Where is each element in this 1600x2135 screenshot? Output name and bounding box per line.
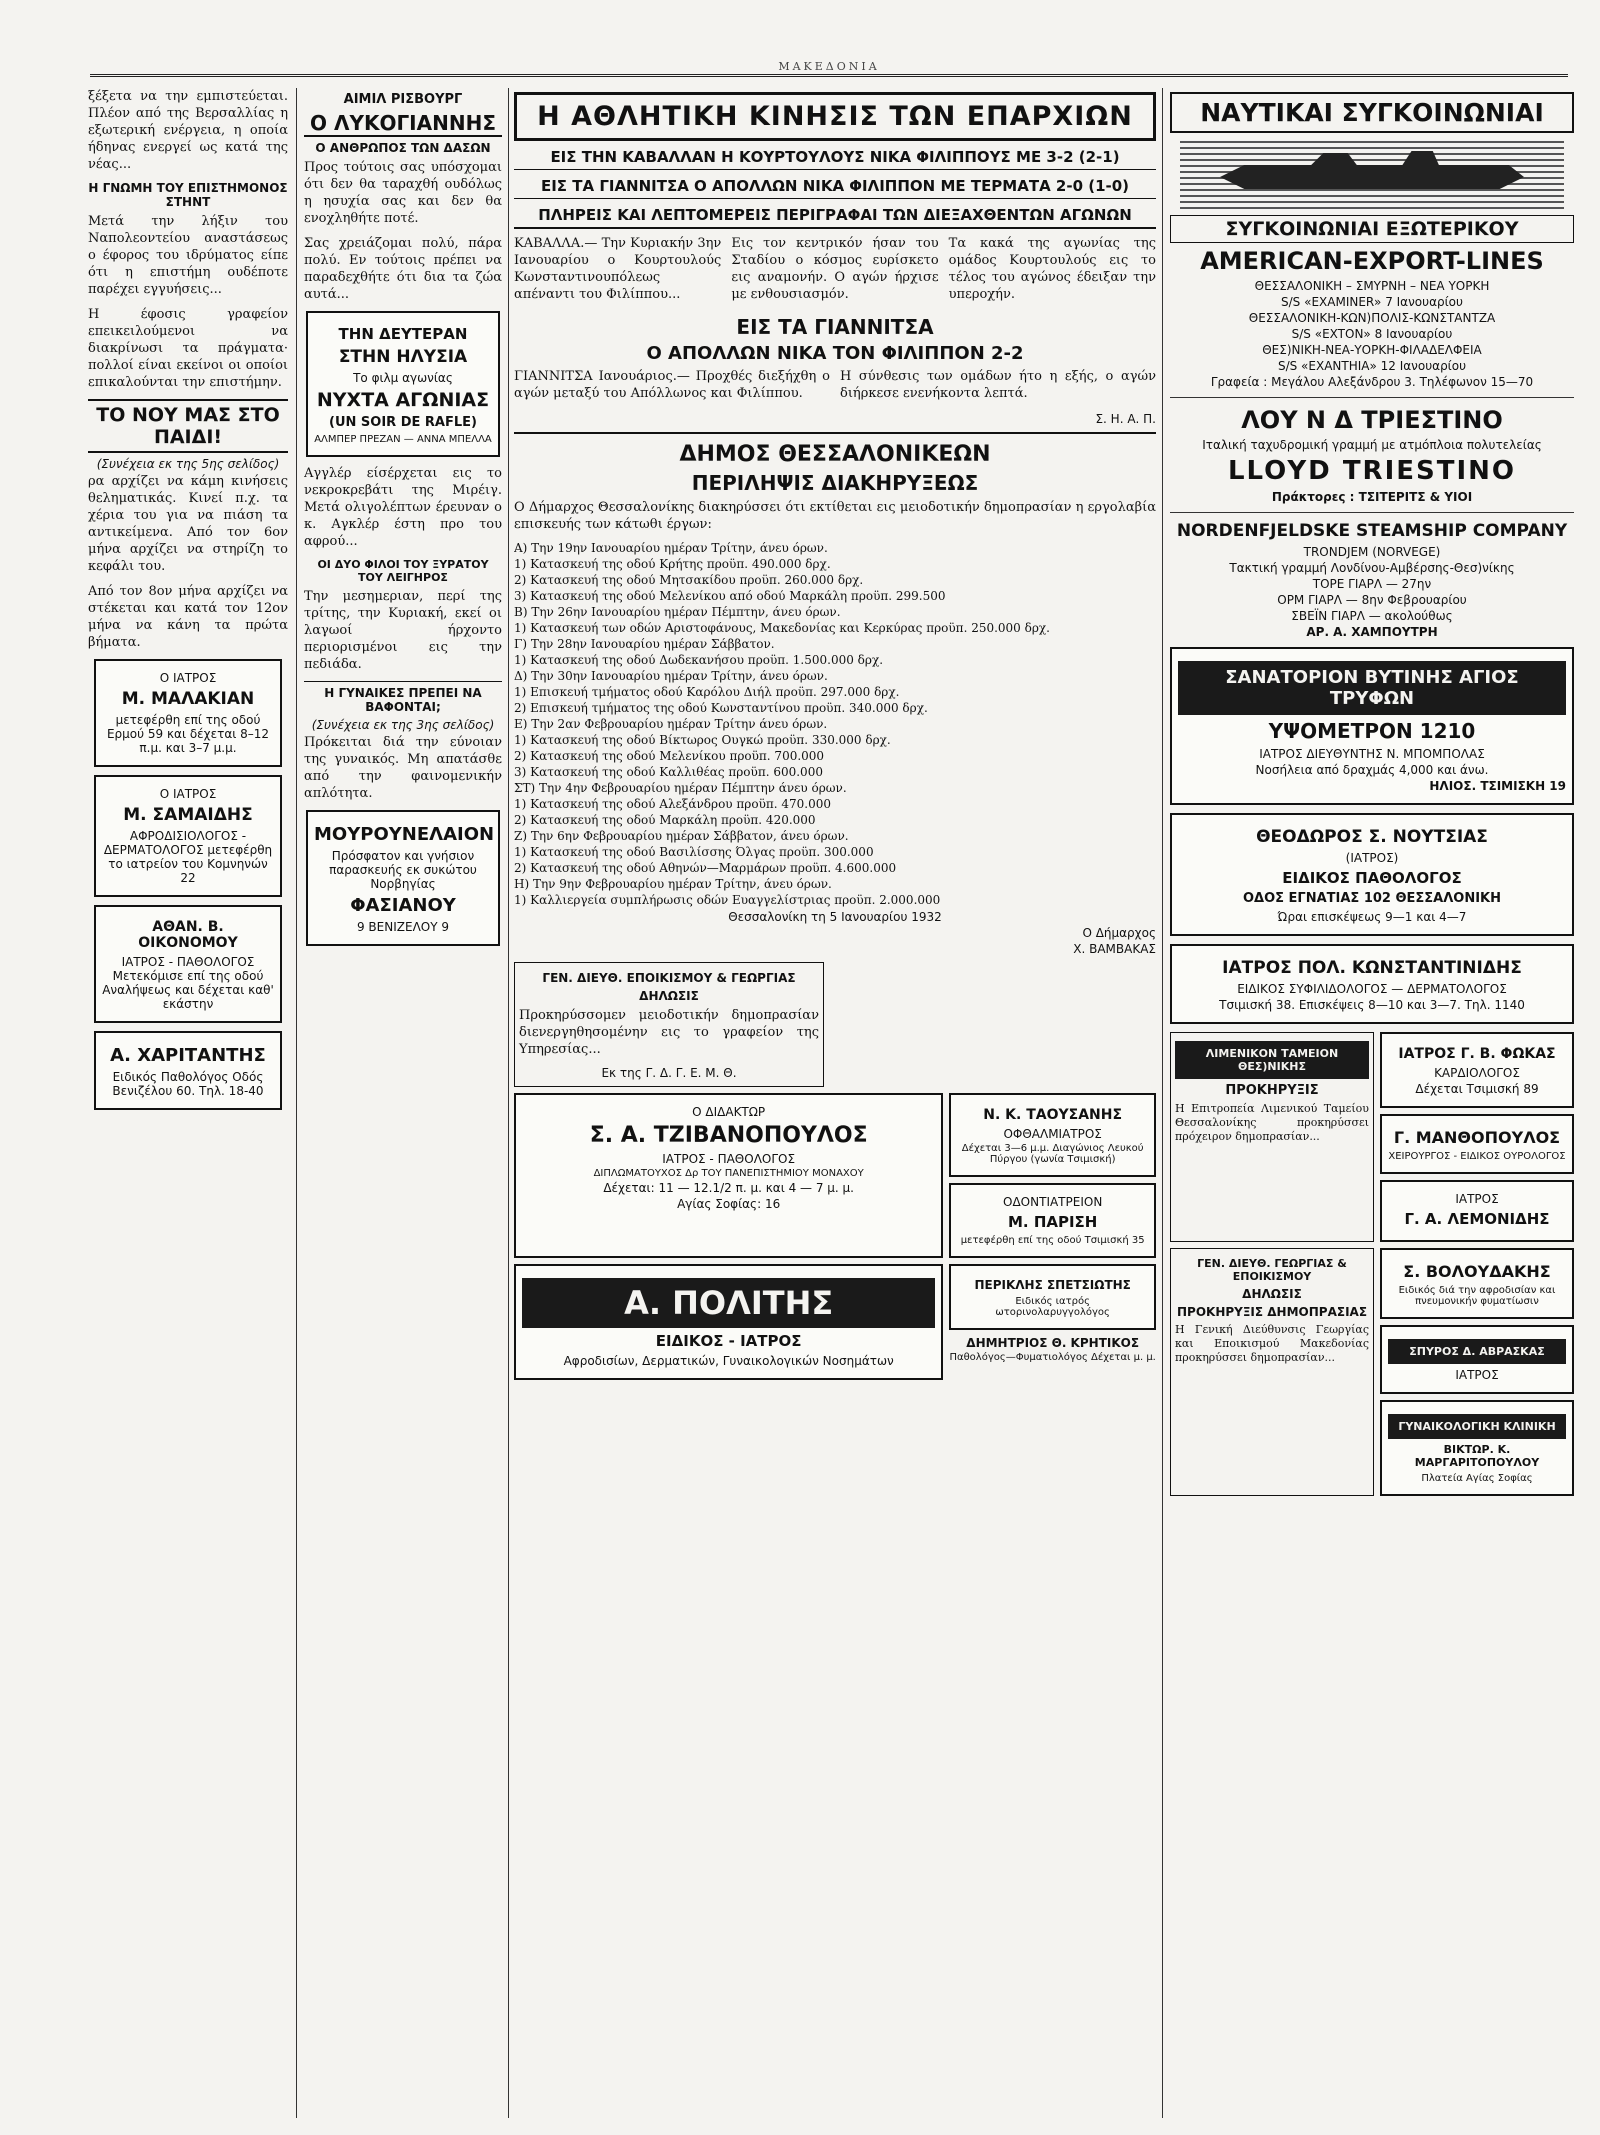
tender-item: 1) Κατασκευή της οδού Δωδεκανήσου προϋπ. 1.500.000 δρχ.: [514, 653, 884, 667]
article-text: Πρόκειται διά την εύνοιαν της γυναικός. Μη απατάσθε από την φαινομενικήν απλότητα.: [304, 735, 502, 801]
tender-item: Η) Την 9ην Φεβρουαρίου ημέραν Τρίτην, άνευ όρων.: [514, 877, 832, 891]
declaration-notice: ΓΕΝ. ΔΙΕΥΘ. ΕΠΟΙΚΙΣΜΟΥ & ΓΕΩΡΓΙΑΣ ΔΗΛΩΣΙΣ Προκηρύσσομεν μειοδοτικήν δημοπρασίαν διενεργηθησομένην εις το γραφείον της Υπηρεσίας... Εκ της Γ. Δ. Γ. Ε. Μ. Θ.: [514, 962, 824, 1087]
ads-row: Α. ΠΟΛΙΤΗΣ ΕΙΔΙΚΟΣ - ΙΑΤΡΟΣ Αφροδισίων, Δερματικών, Γυναικολογικών Νοσημάτων ΠΕΡΙΚΛΗΣ ΣΠΕΤΣΙΩΤΗΣ Ειδικός ιατρός ωτορινολαρυγγολόγος ΔΗΜΗΤΡΙΟΣ Θ. ΚΡΗΤΙΚΟΣ Παθολόγος—Φυματιολόγος Δέχεται μ. μ.: [514, 1264, 1156, 1380]
doctor-ad: Ν. Κ. ΤΑΟΥΣΑΝΗΣ ΟΦΘΑΛΜΙΑΤΡΟΣ Δέχεται 3—6 μ.μ. Διαγώνιος Λευκού Πύργου (γωνία Τσιμισκή): [949, 1093, 1156, 1177]
shipping-banner: ΝΑΥΤΙΚΑΙ ΣΥΓΚΟΙΝΩΝΙΑΙ: [1170, 92, 1574, 133]
steamship-illustration: [1180, 139, 1564, 209]
continuation-note: (Συνέχεια εκ της 3ης σελίδος): [311, 718, 495, 732]
column-rule: [296, 88, 297, 2118]
tender-item: 1) Καλλιεργεία συμπλήρωσις οδών Ευαγγελίστριας προϋπ. 2.000.000: [514, 893, 941, 907]
tender-item: 1) Κατασκευή της οδού Βίκτωρος Ουγκώ προϋπ. 330.000 δρχ.: [514, 733, 891, 747]
tender-item: Α) Την 19ην Ιανουαρίου ημέραν Τρίτην, άνευ όρων.: [514, 541, 828, 555]
article-headline: ΕΙΣ ΤΑ ΓΙΑΝΝΙΤΣΑ Ο ΑΠΟΛΛΩΝ ΝΙΚΑ ΦΙΛΙΠΠΟΝ ΜΕ ΤΕΡΜΑΤΑ 2-0 (1-0): [514, 174, 1156, 199]
serial-author: ΑΙΜΙΛ ΡΙΣΒΟΥΡΓ: [343, 92, 463, 107]
tender-item: Β) Την 26ην Ιανουαρίου ημέραν Πέμπτην, άνευ όρων.: [514, 605, 841, 619]
doctor-ad: ΘΕΟΔΩΡΟΣ Σ. ΝΟΥΤΣΙΑΣ (ΙΑΤΡΟΣ) ΕΙΔΙΚΟΣ ΠΑΘΟΛΟΓΟΣ ΟΔΟΣ ΕΓΝΑΤΙΑΣ 102 ΘΕΣΣΑΛΟΝΙΚΗ Ώραι επισκέψεως 9—1 και 4—7: [1170, 813, 1574, 936]
tender-item: 2) Κατασκευή της οδού Αθηνών—Μαρμάρων προϋπ. 4.600.000: [514, 861, 897, 875]
article-text: Αγγλέρ είσέρχεται εις το νεκροκρεβάτι της Μιρέιγ. Μετά ολιγολέπτων έρευναν ο κ. Αγκλέρ έστη προ του αφρού...: [304, 466, 502, 549]
ads-row: [514, 1093, 1156, 1258]
tender-item: 2) Κατασκευή της οδού Μαρκάλη προϋπ. 420.000: [514, 813, 816, 827]
article-headline: ΤΟ ΝΟΥ ΜΑΣ ΣΤΟ ΠΑΙΔΙ!: [88, 399, 288, 453]
shipping-company: NORDENFJELDSKE STEAMSHIP COMPANY: [1176, 521, 1568, 541]
article-headline: Η ΓΥΝΑΙΚΕΣ ΠΡΕΠΕΙ ΝΑ ΒΑΦΟΝΤΑΙ;: [304, 681, 502, 714]
article-headline: ΠΛΗΡΕΙΣ ΚΑΙ ΛΕΠΤΟΜΕΡΕΙΣ ΠΕΡΙΓΡΑΦΑΙ ΤΩΝ ΔΙΕΞΑΧΘΕΝΤΩΝ ΑΓΩΝΩΝ: [514, 203, 1156, 229]
port-fund-notice: ΛΙΜΕΝΙΚΟΝ ΤΑΜΕΙΟΝ ΘΕΣ)ΝΙΚΗΣ ΠΡΟΚΗΡΥΞΙΣ Η Επιτροπεία Λιμενικού Ταμείου Θεσσαλονίκης προκηρύσσει πρόχειρον δημοπρασίαν...: [1170, 1032, 1374, 1242]
tender-item: Γ) Την 28ην Ιανουαρίου ημέραν Σάββατον.: [514, 637, 775, 651]
article-headline: ΕΙΣ ΤΑ ΓΙΑΝΝΙΤΣΑ: [736, 315, 934, 339]
doctor-ad: ΣΠΥΡΟΣ Δ. ΑΒΡΑΣΚΑΣ ΙΑΤΡΟΣ: [1380, 1325, 1574, 1394]
tender-item: Ζ) Την 6ην Φεβρουαρίου ημέραν Σάββατον, άνευ όρων.: [514, 829, 849, 843]
tender-list: [514, 541, 1156, 908]
doctor-ad: ΔΗΜΗΤΡΙΟΣ Θ. ΚΡΗΤΙΚΟΣ: [966, 1336, 1140, 1350]
article-headline: ΕΙΣ ΤΗΝ ΚΑΒΑΛΛΑΝ Η ΚΟΥΡΤΟΥΛΟΥΣ ΝΙΚΑ ΦΙΛΙΠΠΟΥΣ ΜΕ 3-2 (2-1): [514, 145, 1156, 170]
tender-item: 1) Κατασκευή των οδών Αριστοφάνους, Μακεδονίας και Κερκύρας προϋπ. 250.000 δρχ.: [514, 621, 1050, 635]
column-4: ΝΑΥΤΙΚΑΙ ΣΥΓΚΟΙΝΩΝΙΑΙ ΣΥΓΚΟΙΝΩΝΙΑΙ ΕΞΩΤΕΡΙΚΟΥ AMERICAN-EXPORT-LINES ΘΕΣΣΑΛΟΝΙΚΗ – ΣΜΥΡΝΗ – ΝΕΑ ΥΟΡΚΗ S/S «EXAMINER» 7 Ιανουαρίου ΘΕΣΣΑΛΟΝΙΚΗ-ΚΩΝ)ΠΟΛΙΣ-ΚΩΝΣΤΑΝΤΖΑ S/S «EXTON» 8 Ιανουαρίου ΘΕΣ)ΝΙΚΗ-ΝΕΑ-ΥΟΡΚΗ-ΦΙΛΑΔΕΛΦΕΙΑ S/S «EXANTHIA» 12 Ιανουαρίου Γραφεία : Μεγάλου Αλεξάνδρου 3. Τηλέφωνον 15—70 ΛΟΥ Ν Δ ΤΡΙΕΣΤΙΝΟ Ιταλική ταχυδρομική γραμμή με ατμόπλοια πολυτελείας LLOYD TRIESTINO Πράκτορες : ΤΣΙΤΕΡΙΤΣ & ΥΙΟΙ NORDENFJELDSKE STEAMSHIP COMPANY TRONDJEM (NORVEGE) Τακτική γραμμή Λονδίνου-Αμβέρσης-Θεσ)νίκης ΤΟΡΕ ΓΙΑΡΛ — 27ην ΟΡΜ ΓΙΑΡΛ — 8ην Φεβρουαρίου ΣΒΕΪΝ ΓΙΑΡΛ — ακολούθως ΑΡ. Α. ΧΑΜΠΟΥΤΡΗ ΣΑΝΑΤΟΡΙΟΝ ΒΥΤΙΝΗΣ ΑΓΙΟΣ ΤΡΥΦΩΝ ΥΨΟΜΕΤΡΟΝ 1210 ΙΑΤΡΟΣ ΔΙΕΥΘΥΝΤΗΣ Ν. ΜΠΟΜΠΟΛΑΣ Νοσήλεια από δραχμάς 4,000 και άνω. ΗΛΙΟΣ. ΤΣΙΜΙΣΚΗ 19 ΘΕΟΔΩΡΟΣ Σ. ΝΟΥΤΣΙΑΣ (ΙΑΤΡΟΣ) ΕΙΔΙΚΟΣ ΠΑΘΟΛΟΓΟΣ ΟΔΟΣ ΕΓΝΑΤΙΑΣ 102 ΘΕΣΣΑΛΟΝΙΚΗ Ώραι επισκέψεως 9—1 και 4—7 ΙΑΤΡΟΣ ΠΟΛ. ΚΩΝΣΤΑΝΤΙΝΙΔΗΣ ΕΙΔΙΚΟΣ ΣΥΦΙΛΙΔΟΛΟΓΟΣ — ΔΕΡΜΑΤΟΛΟΓΟΣ Τσιμισκή 38. Επισκέψεις 8—10 και 3—7. Τηλ. 1140 ΛΙΜΕΝΙΚΟΝ ΤΑΜΕΙΟΝ ΘΕΣ)ΝΙΚΗΣ ΠΡΟΚΗΡΥΞΙΣ Η Επιτροπεία Λιμενικού Ταμείου Θεσσαλονίκης προκηρύσσει πρόχειρον δημοπρασίαν... ΙΑΤΡΟΣ Γ. Β. ΦΩΚΑΣ ΚΑΡΔΙΟΛΟΓΟΣ Δέχεται Τσιμισκή 89 Γ. ΜΑΝΘΟΠΟΥΛΟΣ ΧΕΙΡΟΥΡΓΟΣ - ΕΙΔΙΚΟΣ ΟΥΡΟΛΟΓΟΣ ΙΑΤΡΟΣ Γ. Α. ΛΕΜΟΝΙΔΗΣ ΓΕΝ. ΔΙΕΥΘ. ΓΕΩΡΓΙΑΣ & ΕΠΟΙΚΙΣΜΟΥ ΔΗΛΩΣΙΣ ΠΡΟΚΗΡΥΞΙΣ ΔΗΜΟΠΡΑΣΙΑΣ Η Γενική Διεύθυνσις Γεωργίας και Εποικισμού Μακεδονίας προκηρύσσει δημοπρασίαν... Σ. ΒΟΛΟΥΔΑΚΗΣ Ειδικός διά την αφροδισίαν και πνευμονικήν φυματίωσιν ΣΠΥΡΟΣ Δ. ΑΒΡΑΣΚΑΣ ΙΑΤΡΟΣ ΓΥΝΑΙΚΟΛΟΓΙΚΗ ΚΛΙΝΙΚΗ ΒΙΚΤΩΡ. Κ. ΜΑΡΓΑΡΙΤΟΠΟΥΛΟΥ Πλατεία Αγίας Σοφίας: [1170, 88, 1574, 2118]
column-3: [514, 88, 1156, 2118]
doctor-ad: ΙΑΤΡΟΣ ΠΟΛ. ΚΩΝΣΤΑΝΤΙΝΙΔΗΣ ΕΙΔΙΚΟΣ ΣΥΦΙΛΙΔΟΛΟΓΟΣ — ΔΕΡΜΑΤΟΛΟΓΟΣ Τσιμισκή 38. Επισκέψεις 8—10 και 3—7. Τηλ. 1140: [1170, 944, 1574, 1024]
tender-item: 2) Επισκευή τμήματος της οδού Κωνσταντίνου προϋπ. 340.000 δρχ.: [514, 701, 928, 715]
masthead: ΜΑΚΕΔΟΝΙΑ: [90, 60, 1568, 77]
doctor-ad: Σ. ΒΟΛΟΥΔΑΚΗΣ Ειδικός διά την αφροδισίαν και πνευμονικήν φυματίωσιν: [1380, 1248, 1574, 1319]
tender-item: 3) Κατασκευή της οδού Καλλιθέας προϋπ. 600.000: [514, 765, 823, 779]
tender-item: Δ) Την 30ην Ιανουαρίου ημέραν Τρίτην, άνευ όρων.: [514, 669, 828, 683]
serial-title: Ο ΛΥΚΟΓΙΑΝΝΗΣ: [304, 111, 502, 137]
article-text: Η έφοσις γραφείον επεικειλούμενοι να διακρίνωσι τα πράγματα· πολλοί είναι εκείνοι οι οποίοι επικαλούνται την επιστήμην.: [88, 307, 288, 390]
doctor-ad: ΙΑΤΡΟΣ Γ. Α. ΛΕΜΟΝΙΔΗΣ: [1380, 1180, 1574, 1242]
doctor-ad: ΑΘΑΝ. Β. ΟΙΚΟΝΟΜΟΥ ΙΑΤΡΟΣ - ΠΑΘΟΛΟΓΟΣ Μετεκόμισε επί της οδού Αναλήψεως και δέχεται καθ' εκάστην: [94, 905, 282, 1023]
section-heading: ΣΥΓΚΟΙΝΩΝΙΑΙ ΕΞΩΤΕΡΙΚΟΥ: [1170, 215, 1574, 243]
tender-item: 3) Κατασκευή της οδού Μελενίκου από οδού Μαρκάλη προϋπ. 299.500: [514, 589, 946, 603]
dentist-ad: ΟΔΟΝΤΙΑΤΡΕΙΟΝ Μ. ΠΑΡΙΣΗ μετεφέρθη επί της οδού Τσιμισκή 35: [949, 1183, 1156, 1258]
column-2: [304, 88, 502, 2118]
cinema-ad: ΤΗΝ ΔΕΥΤΕΡΑΝ ΣΤΗΝ ΗΛΥΣΙΑ Το φιλμ αγωνίας ΝΥΧΤΑ ΑΓΩΝΙΑΣ (UN SOIR DE RAFLE) ΑΛΜΠΕΡ ΠΡΕΖΑΝ — ΑΝΝΑ ΜΠΕΛΛΑ: [306, 311, 500, 457]
tender-item: 1) Κατασκευή της οδού Αλεξάνδρου προϋπ. 470.000: [514, 797, 832, 811]
article-text: Μετά την λήξιν του Ναπολεοντείου αναστάσεως ο έφορος του ιδρύματος είπε ότι η επιστήμη ουδέποτε παρέχει εγγυήσεις...: [88, 214, 288, 297]
article-text: Σας χρειάζομαι πολύ, πάρα πολύ. Εν τούτοις πρέπει να παραδεχθήτε ότι δια τα ζώα αυτά...: [304, 236, 502, 302]
doctor-ad: Α. ΧΑΡΙΤΑΝΤΗΣ Ειδικός Παθολόγος Οδός Βενιζέλου 60. Τηλ. 18-40: [94, 1031, 282, 1110]
sanatorium-ad: ΣΑΝΑΤΟΡΙΟΝ ΒΥΤΙΝΗΣ ΑΓΙΟΣ ΤΡΥΦΩΝ ΥΨΟΜΕΤΡΟΝ 1210 ΙΑΤΡΟΣ ΔΙΕΥΘΥΝΤΗΣ Ν. ΜΠΟΜΠΟΛΑΣ Νοσήλεια από δραχμάς 4,000 και άνω. ΗΛΙΟΣ. ΤΣΙΜΙΣΚΗ 19: [1170, 647, 1574, 805]
tender-item: 1) Κατασκευή της οδού Κρήτης προϋπ. 490.000 δρχ.: [514, 557, 831, 571]
doctor-ad: ΠΕΡΙΚΛΗΣ ΣΠΕΤΣΙΩΤΗΣ Ειδικός ιατρός ωτορινολαρυγγολόγος: [949, 1264, 1156, 1330]
section-heading: Η ΓΝΩΜΗ ΤΟΥ ΕΠΙΣΤΗΜΟΝΟΣ ΣΤΗΝΤ: [88, 181, 288, 209]
sports-banner: Η ΑΘΛΗΤΙΚΗ ΚΙΝΗΣΙΣ ΤΩΝ ΕΠΑΡΧΙΩΝ: [514, 92, 1156, 141]
article-text: Προς τούτοις σας υπόσχομαι ότι δεν θα ταραχθή ουδόλως η ησυχία σας και δεν θα ενοχληθήτε ποτέ.: [304, 160, 502, 226]
article-text: Την μεσημεριαν, περί της τρίτης, την Κυριακή, εκεί οι λαγωοί ήρχοντο περιορισμένοι εις την πεδιάδα.: [304, 589, 502, 672]
column-1: [88, 88, 288, 2118]
tender-item: Ε) Την 2αν Φεβρουαρίου ημέραν Τρίτην άνευ όρων.: [514, 717, 828, 731]
article-text: Από τον 8ον μήνα αρχίζει να στέκεται και κατά τον 12ον μήνα να κάνη τα πρώτα βήματα.: [88, 584, 288, 650]
doctor-ad: ΙΑΤΡΟΣ Γ. Β. ΦΩΚΑΣ ΚΑΡΔΙΟΛΟΓΟΣ Δέχεται Τσιμισκή 89: [1380, 1032, 1574, 1108]
shipping-company: LLOYD TRIESTINO: [1227, 456, 1517, 486]
ads-row: [1170, 1248, 1574, 1496]
column-rule: [1162, 88, 1163, 2118]
tender-item: 1) Επισκευή τμήματος οδού Καρόλου Διήλ προϋπ. 297.000 δρχ.: [514, 685, 900, 699]
article-text: ξέξετα να την εμπιστεύεται. Πλέον από της Βερσαλλίας η εξωτερική ενέργεια, η οποία ήδηνας ενεργεί ως κατά της νέας...: [88, 89, 288, 172]
doctor-ad: Ο ΙΑΤΡΟΣ Μ. ΜΑΛΑΚΙΑΝ μετεφέρθη επί της οδού Ερμού 59 και δέχεται 8–12 π.μ. και 3–7 μ.μ.: [94, 659, 282, 767]
ads-row: [1170, 1032, 1574, 1242]
column-rule: [508, 88, 509, 2118]
municipal-notice: ΔΗΜΟΣ ΘΕΣΣΑΛΟΝΙΚΕΩΝ ΠΕΡΙΛΗΨΙΣ ΔΙΑΚΗΡΥΞΕΩΣ Ο Δήμαρχος Θεσσαλονίκης διακηρύσσει ότι εκτίθεται εις μειοδοτικήν δημοπρασίαν η εργολαβία επισκευής των κάτωθι έργων: Α) Την 19ην Ιανουαρίου ημέραν Τρίτην, άνευ όρων. 1) Κατασκευή της οδού Κρήτης προϋπ. 490.000 δρχ. 2) Κατασκευή της οδού Μητσακίδου προϋπ. 260.000 δρχ. 3) Κατασκευή της οδού Μελενίκου από οδού Μαρκάλη προϋπ. 299.500 Β) Την 26ην Ιανουαρίου ημέραν Πέμπτην, άνευ όρων. 1) Κατασκευή των οδών Αριστοφάνους, Μακεδονίας και Κερκύρας προϋπ. 250.000 δρχ. Γ) Την 28ην Ιανουαρίου ημέραν Σάββατον. 1) Κατασκευή της οδού Δωδεκανήσου προϋπ. 1.500.000 δρχ. Δ) Την 30ην Ιανουαρίου ημέραν Τρίτην, άνευ όρων. 1) Επισκευή τμήματος οδού Καρόλου Διήλ προϋπ. 297.000 δρχ. 2) Επισκευή τμήματος της οδού Κωνσταντίνου προϋπ. 340.000 δρχ. Ε) Την 2αν Φεβρουαρίου ημέραν Τρίτην άνευ όρων. 1) Κατασκευή της οδού Βίκτωρος Ουγκώ προϋπ. 330.000 δρχ. 2) Κατασκευή της οδού Μελενίκου προϋπ. 700.000 3) Κατασκευή της οδού Καλλιθέας προϋπ. 600.000 ΣΤ) Την 4ην Φεβρουαρίου ημέραν Πέμπτην άνευ όρων. 1) Κατασκευή της οδού Αλεξάνδρου προϋπ. 470.000 2) Κατασκευή της οδού Μαρκάλη προϋπ. 420.000 Ζ) Την 6ην Φεβρουαρίου ημέραν Σάββατον, άνευ όρων. 1) Κατασκευή της οδού Βασιλίσσης Όλγας προϋπ. 300.000 2) Κατασκευή της οδού Αθηνών—Μαρμάρων προϋπ. 4.600.000 Η) Την 9ην Φεβρουαρίου ημέραν Τρίτην, άνευ όρων. 1) Καλλιεργεία συμπλήρωσις οδών Ευαγγελίστριας προϋπ. 2.000.000 Θεσσαλονίκη τη 5 Ιανουαρίου 1932 Ο Δήμαρχος Χ. ΒΑΜΒΑΚΑΣ: [514, 432, 1156, 956]
product-ad: ΜΟΥΡΟΥΝΕΛΑΙΟΝ Πρόσφατον και γνήσιον παρασκευής εκ συκώτου Νορβηγίας ΦΑΣΙΑΝΟΥ 9 ΒΕΝΙΖΕΛΟΥ 9: [306, 810, 500, 946]
doctor-ad: Γ. ΜΑΝΘΟΠΟΥΛΟΣ ΧΕΙΡΟΥΡΓΟΣ - ΕΙΔΙΚΟΣ ΟΥΡΟΛΟΓΟΣ: [1380, 1114, 1574, 1174]
signature: Σ. Η. Α. Π.: [1095, 412, 1156, 426]
sports-article: ΓΙΑΝΝΙΤΣΑ Ιανουάριος.— Προχθές διεξήχθη ο αγών μεταξύ του Απόλλωνος και Φιλίππου. Η σύνθεσις των ομάδων ήτο η εξής, ο αγών διήρκεσε ενενήκοντα λεπτά.: [514, 369, 1156, 401]
sports-article: ΚΑΒΑΛΛΑ.— Την Κυριακήν 3ην Ιανουαρίου ο Κουρτουλούς Κωνσταντινουπόλεως απέναντι του Φιλίππου... Εις τον κεντρικόν ήσαν του Σταδίου ο κόσμος ευρίσκετο εις αναμονήν. Ο αγών ήρχισε με ενθουσιασμόν. Τα κακά της αγωνίας της ομάδος Κουρτουλούς εις το τέλος του αγώνος έδειξαν την υπεροχήν.: [514, 236, 1156, 302]
doctor-ad: Ο ΙΑΤΡΟΣ Μ. ΣΑΜΑΙΔΗΣ ΑΦΡΟΔΙΣΙΟΛΟΓΟΣ - ΔΕΡΜΑΤΟΛΟΓΟΣ μετεφέρθη το ιατρείον του Κομνηνών 22: [94, 775, 282, 897]
shipping-company: ΛΟΥ Ν Δ ΤΡΙΕΣΤΙΝΟ: [1241, 406, 1503, 434]
article-text: ρα αρχίζει να κάμη κινήσεις θεληματικάς. Κινεί π.χ. τα χέρια του για να πιάση τα αντικείμενα. Από τον 6ον μήνα αρχίζει να στηρίζη το κεφάλι του.: [88, 474, 288, 574]
section-heading: ΟΙ ΔΥΟ ΦΙΛΟΙ ΤΟΥ ΞΥΡΑΤΟΥ ΤΟΥ ΛΕΙΓΗΡΟΣ: [317, 558, 489, 584]
serial-subtitle: Ο ΑΝΘΡΩΠΟΣ ΤΩΝ ΔΑΣΩΝ: [315, 141, 491, 155]
clinic-ad: ΓΥΝΑΙΚΟΛΟΓΙΚΗ ΚΛΙΝΙΚΗ ΒΙΚΤΩΡ. Κ. ΜΑΡΓΑΡΙΤΟΠΟΥΛΟΥ Πλατεία Αγίας Σοφίας: [1380, 1400, 1574, 1496]
tender-item: ΣΤ) Την 4ην Φεβρουαρίου ημέραν Πέμπτην άνευ όρων.: [514, 781, 847, 795]
tender-item: 2) Κατασκευή της οδού Μητσακίδου προϋπ. 260.000 δρχ.: [514, 573, 864, 587]
tender-item: 2) Κατασκευή της οδού Μελενίκου προϋπ. 700.000: [514, 749, 825, 763]
continuation-note: (Συνέχεια εκ της 5ης σελίδος): [96, 457, 280, 471]
doctor-ad: Ο ΔΙΔΑΚΤΩΡ Σ. Α. ΤΖΙΒΑΝΟΠΟΥΛΟΣ ΙΑΤΡΟΣ - ΠΑΘΟΛΟΓΟΣ ΔΙΠΛΩΜΑΤΟΥΧΟΣ Δρ ΤΟΥ ΠΑΝΕΠΙΣΤΗΜΙΟΥ ΜΟΝΑΧΟΥ Δέχεται: 11 — 12.1/2 π. μ. και 4 — 7 μ. μ. Αγίας Σοφίας: 16: [514, 1093, 943, 1258]
doctor-ad: Α. ΠΟΛΙΤΗΣ ΕΙΔΙΚΟΣ - ΙΑΤΡΟΣ Αφροδισίων, Δερματικών, Γυναικολογικών Νοσημάτων: [514, 1264, 943, 1380]
shipping-company: AMERICAN-EXPORT-LINES: [1200, 247, 1544, 275]
agriculture-notice: ΓΕΝ. ΔΙΕΥΘ. ΓΕΩΡΓΙΑΣ & ΕΠΟΙΚΙΣΜΟΥ ΔΗΛΩΣΙΣ ΠΡΟΚΗΡΥΞΙΣ ΔΗΜΟΠΡΑΣΙΑΣ Η Γενική Διεύθυνσις Γεωργίας και Εποικισμού Μακεδονίας προκηρύσσει δημοπρασίαν...: [1170, 1248, 1374, 1496]
tender-item: 1) Κατασκευή της οδού Βασιλίσσης Όλγας προϋπ. 300.000: [514, 845, 874, 859]
article-headline: Ο ΑΠΟΛΛΩΝ ΝΙΚΑ ΤΟΝ ΦΙΛΙΠΠΟΝ 2-2: [646, 343, 1024, 364]
